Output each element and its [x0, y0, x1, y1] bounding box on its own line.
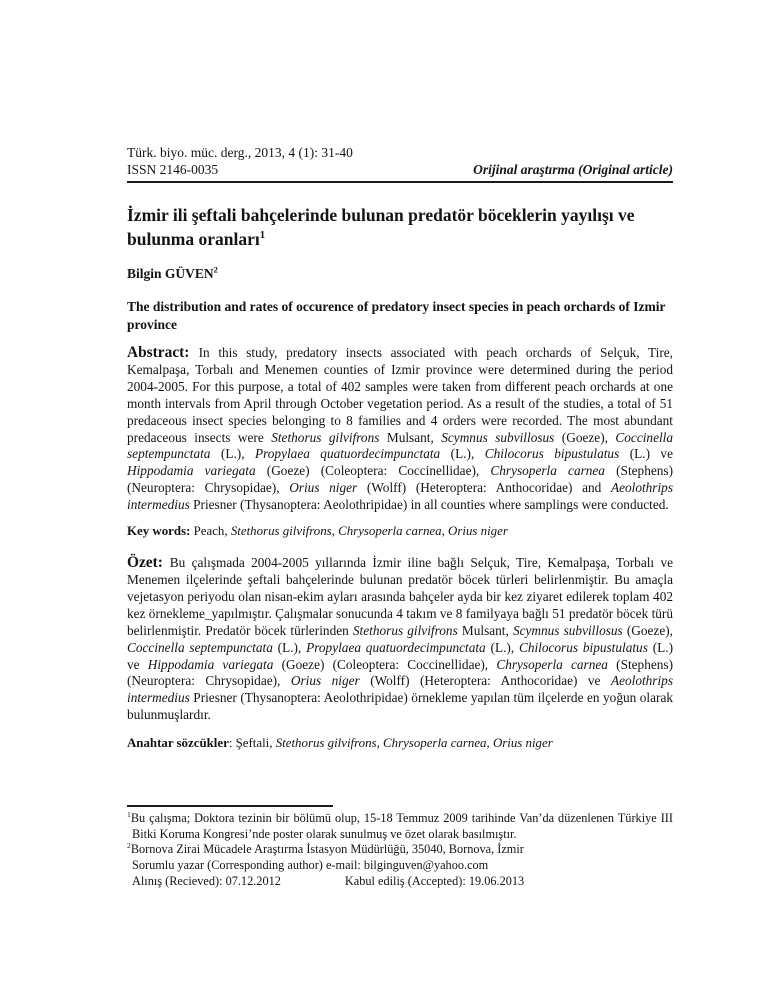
- article-type-label: Orijinal araştırma (Original article): [473, 162, 673, 177]
- author-footnote-mark: 2: [213, 265, 218, 275]
- keywords-line: Key words: Peach, Stethorus gilvifrons, Chrysoperla carnea, Orius niger: [127, 524, 508, 539]
- author-line: [127, 266, 673, 282]
- paper-title-text: İzmir ili şeftali bahçelerinde bulunan predatör böceklerin yayılışı ve bulunma oranları: [127, 205, 635, 249]
- paper-title-english: The distribution and rates of occurence of predatory insect species in peach orchards of Izmir province: [127, 299, 666, 332]
- journal-header-row2: [127, 161, 673, 178]
- article-content-column: [127, 0, 673, 889]
- journal-header: [127, 144, 673, 183]
- author-name: Bilgin GÜVEN: [127, 266, 214, 281]
- title-footnote-mark: 1: [259, 229, 266, 242]
- footnote-2: $^2$Bornova Zirai Mücadele Araştırma İstasyon Müdürlüğü, 35040, Bornova, İzmir: [127, 841, 524, 857]
- ozet-paragraph: Özet: Bu çalışmada 2004-2005 yıllarında İzmir iline bağlı Selçuk, Tire, Kemalpaşa, Torbalı ve Menemen ilçelerinde şeftali bahçelerinde bulunan predatör böcek türleri belirlenmiştir. Bu amaçla vejetasyon periyodu olan nisan-ekim ayları arasında bahçeler ayda bir kez ziyaret edilerek toplam 402 kez örnekleme_yapılmıştır. Çalışmalar sonucunda 4 takım ve 8 familyaya bağlı 51 predatör böcek türü belirlenmiştir. Predatör böcek türlerinden Stethorus gilvifrons Mulsant, Scymnus subvillosus (Goeze), Coccinella septempunctata (L.), Propylaea quatuordecimpunctata (L.), Chilocorus bipustulatus (L.) ve Hippodamia variegata (Goeze) (Coleoptera: Coccinellidae), Chrysoperla carnea (Stephens) (Neuroptera: Chrysopidae), Orius niger (Wolff) (Heteroptera: Anthocoridae) ve Aeolothrips intermedius Priesner (Thysanoptera: Aeolothripidae) örnekleme yapılan tüm ilçelerde en yoğun olarak bulunmuşlardır.: [127, 554, 674, 723]
- footnote-3: Sorumlu yazar (Corresponding author) e-mail: bilginguven@yahoo.com: [132, 857, 489, 872]
- journal-issn: ISSN 2146-0035: [127, 162, 219, 177]
- footnote-4: Alınış (Recieved): 07.12.2012 Kabul ediliş (Accepted): 19.06.2013: [132, 873, 525, 888]
- anahtar-line: Anahtar sözcükler: Şeftali, Stethorus gilvifrons, Chrysoperla carnea, Orius niger: [127, 736, 553, 751]
- footnotes-block: [127, 805, 673, 889]
- journal-citation: Türk. biyo. müc. derg., 2013, 4 (1): 31-40: [127, 145, 353, 160]
- footnote-1: $^1$Bu çalışma; Doktora tezinin bir bölümü olup, 15-18 Temmuz 2009 tarihinde Van’da düzenlenen Türkiye III Bitki Koruma Kongresi’nde poster olarak sunulmuş ve özet olarak basılmıştır.: [127, 810, 673, 841]
- abstract-paragraph: Abstract: In this study, predatory insects associated with peach orchards of Selçuk, Tire, Kemalpaşa, Torbalı and Menemen counties of Izmir province were determined during the period 2004-2005. For this purpose, a total of 402 samples were taken from different peach orchards at one month intervals from April through October vegetation period. As a result of the studies, a total of 51 predaceous insect species belonging to 8 families and 4 orders were recorded. The most abundant predaceous insects were Stethorus gilvifrons Mulsant, Scymnus subvillosus (Goeze), Coccinella septempunctata (L.), Propylaea quatuordecimpunctata (L.), Chilocorus bipustulatus (L.) ve Hippodamia variegata (Goeze) (Coleoptera: Coccinellidae), Chrysoperla carnea (Stephens) (Neuroptera: Chrysopidae), Orius niger (Wolff) (Heteroptera: Anthocoridae) and Aeolothrips intermedius Priesner (Thysanoptera: Aeolothripidae) in all counties where samplings were conducted.: [127, 344, 674, 513]
- footnote-separator-rule: [127, 805, 333, 807]
- paper-title-turkish: [127, 203, 673, 251]
